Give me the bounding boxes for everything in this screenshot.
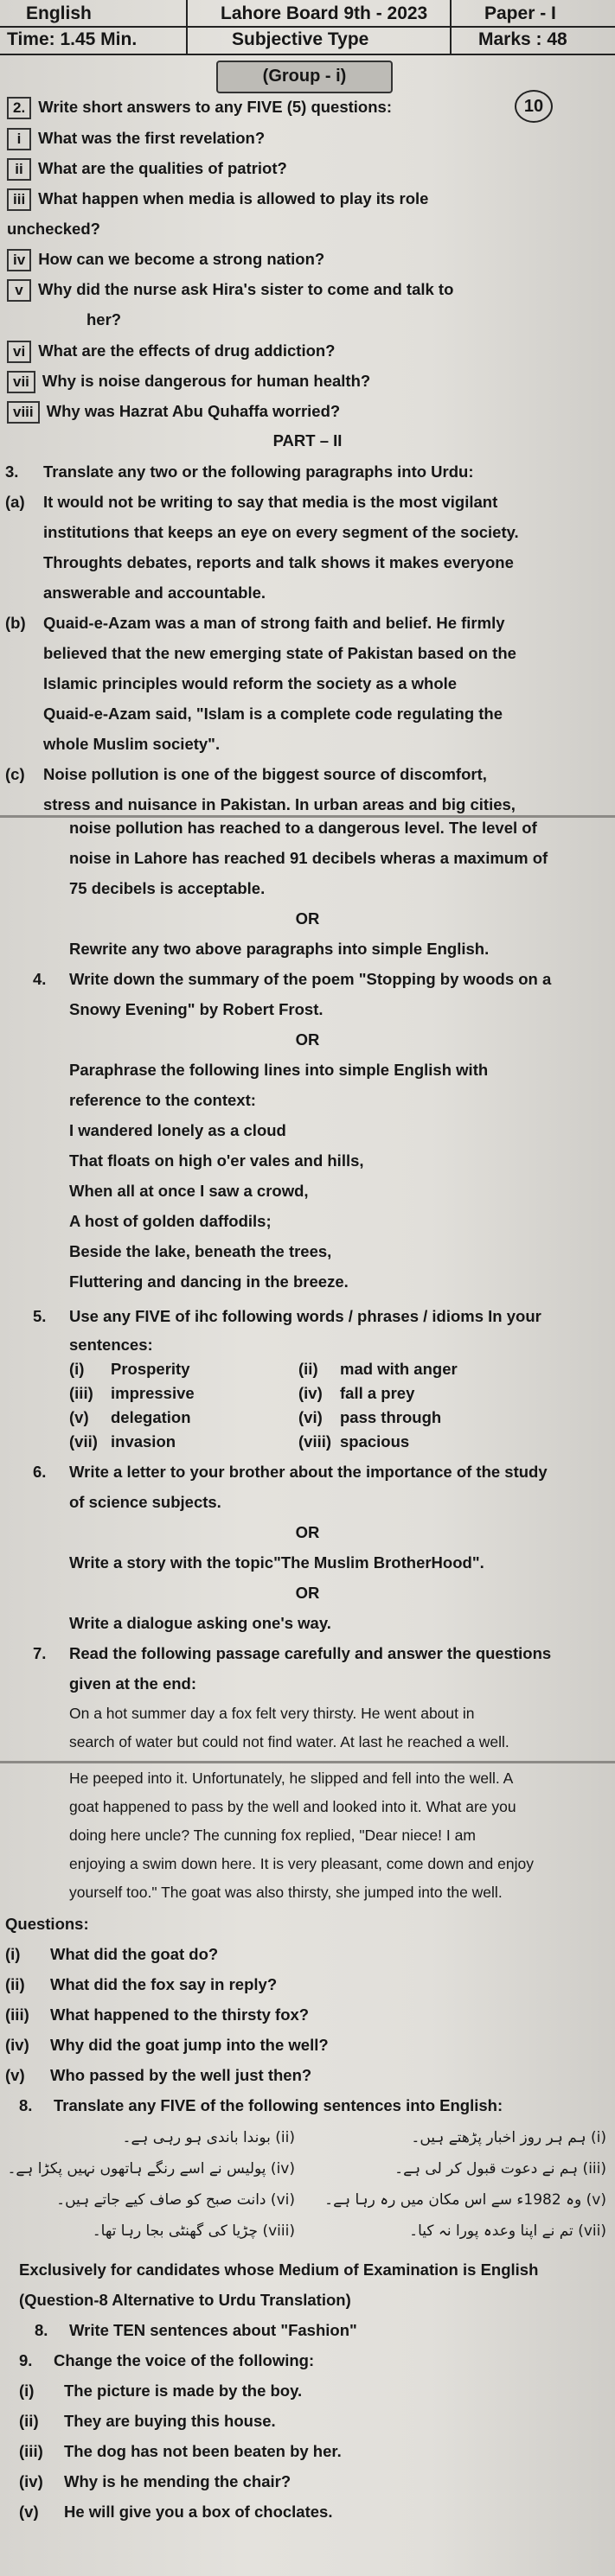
word-number: (iii) <box>69 1384 93 1402</box>
word: fall a prey <box>340 1384 415 1402</box>
question-text: Write a story with the topic"The Muslim BrotherHood". <box>69 1553 484 1572</box>
header-col-rule <box>186 0 188 54</box>
item-number: (iv) <box>5 2036 29 2054</box>
part-heading: PART – II <box>272 431 343 450</box>
question-text: Write short answers to any FIVE (5) questions: <box>38 98 392 116</box>
question-text: Translate any two or the following paragraphs into Urdu: <box>43 462 474 481</box>
short-question: What happen when media is allowed to play its role <box>38 189 429 207</box>
time-label: Time: 1.45 Min. <box>7 29 138 49</box>
paper-header <box>0 0 615 67</box>
paragraph-line: Noise pollution is one of the biggest source of discomfort, <box>43 765 487 783</box>
header-col-rule <box>450 0 452 54</box>
question-number: 8. <box>19 2096 33 2114</box>
question-text: Write a dialogue asking one's way. <box>69 1614 331 1632</box>
short-question: What was the first revelation? <box>38 129 266 147</box>
question-number: 2. <box>7 97 31 119</box>
poem-line: When all at once I saw a crowd, <box>69 1182 309 1200</box>
word-number: (iv) <box>298 1384 323 1402</box>
short-question-cont: her? <box>86 310 122 328</box>
paragraph-line: Islamic principles would reform the society as a whole <box>43 674 458 692</box>
paragraph-line: Throughts debates, reports and talk shows it makes everyone <box>43 553 514 571</box>
passage-line: doing here uncle? The cunning fox replied, "Dear niece! I am <box>69 1827 476 1844</box>
question-text: Snowy Evening" by Robert Frost. <box>69 1000 324 1018</box>
paragraph-label: (b) <box>5 614 26 632</box>
comprehension-question: Why did the goat jump into the well? <box>50 2036 329 2054</box>
urdu-sentence: (ii) بوندا باندی ہو رہی ہے۔ <box>122 2129 295 2146</box>
item-number: (iv) <box>19 2472 43 2490</box>
paragraph-label: (a) <box>5 493 25 511</box>
question-text: reference to the context: <box>69 1091 256 1109</box>
word: Prosperity <box>111 1360 190 1378</box>
paragraph-line: 75 decibels is acceptable. <box>69 879 266 897</box>
paragraph-line: answerable and accountable. <box>43 583 266 602</box>
paragraph-line: Quaid-e-Azam was a man of strong faith and belief. He firmly <box>43 614 505 632</box>
question-text: Use any FIVE of ihc following words / phrases / idioms In your <box>69 1307 541 1325</box>
poem-line: A host of golden daffodils; <box>69 1212 272 1230</box>
paragraph-line: Quaid-e-Azam said, "Islam is a complete code regulating the <box>43 705 503 723</box>
urdu-sentence: (iv) پولیس نے اسے رنگے ہاتھوں نہیں پکڑا ہے۔ <box>7 2160 295 2177</box>
urdu-sentence: (iii) ہم نے دعوت قبول کر لی ہے۔ <box>394 2160 606 2177</box>
short-question: Why is noise dangerous for human health? <box>42 372 371 390</box>
word: spacious <box>340 1432 410 1451</box>
urdu-sentence: (vi) دانت صبح کو صاف کیے جاتے ہیں۔ <box>56 2191 295 2209</box>
board-label: Lahore Board 9th - 2023 <box>221 3 428 23</box>
item-number: (ii) <box>5 1975 25 1993</box>
voice-sentence: The picture is made by the boy. <box>64 2382 303 2400</box>
short-question: How can we become a strong nation? <box>38 250 325 268</box>
marks-label: Marks : 48 <box>478 29 567 49</box>
paragraph-line: whole Muslim society". <box>43 735 221 753</box>
paragraph-line: noise in Lahore has reached 91 decibels wheras a maximum of <box>69 849 548 867</box>
marks-badge: 10 <box>515 90 553 123</box>
item-number: ii <box>7 158 31 181</box>
voice-sentence: Why is he mending the chair? <box>64 2472 291 2490</box>
item-number: iii <box>7 188 31 211</box>
urdu-sentence: (viii) چڑیا کی گھنٹی بجا رہا تھا۔ <box>92 2222 295 2240</box>
passage-line: enjoying a swim down here. It is very pleasant, come down and enjoy <box>69 1855 534 1872</box>
paragraph-label: (c) <box>5 765 25 783</box>
paper-label: Paper - I <box>484 3 556 23</box>
question-text: Translate any FIVE of the following sentences into English: <box>54 2096 503 2114</box>
item-number: viii <box>7 401 40 424</box>
urdu-sentence: (i) ہم ہر روز اخبار پڑھتے ہیں۔ <box>411 2129 606 2146</box>
word-number: (ii) <box>298 1360 318 1378</box>
or-divider: OR <box>295 1523 320 1541</box>
short-question: What are the qualities of patriot? <box>38 159 287 177</box>
item-number: iv <box>7 249 31 271</box>
group-title: (Group - i) <box>216 61 393 93</box>
word: impressive <box>111 1384 195 1402</box>
paragraph-line: It would not be writing to say that media is the most vigilant <box>43 493 498 511</box>
question-number: 4. <box>33 970 47 988</box>
voice-sentence: The dog has not been beaten by her. <box>64 2442 342 2460</box>
item-number: (ii) <box>19 2412 39 2430</box>
word: mad with anger <box>340 1360 458 1378</box>
item-number: (i) <box>19 2382 35 2400</box>
question-text: sentences: <box>69 1336 153 1354</box>
question-text: Write down the summary of the poem "Stopping by woods on a <box>69 970 552 988</box>
paragraph-line: institutions that keeps an eye on every segment of the society. <box>43 523 519 541</box>
header-bottom-rule <box>0 54 615 55</box>
word: pass through <box>340 1408 442 1426</box>
word-number: (i) <box>69 1360 85 1378</box>
poem-line: That floats on high o'er vales and hills, <box>69 1151 364 1170</box>
word-number: (viii) <box>298 1432 332 1451</box>
question-number: 9. <box>19 2351 33 2369</box>
question-number: 3. <box>5 462 19 481</box>
word-number: (v) <box>69 1408 89 1426</box>
question-number: 5. <box>33 1307 47 1325</box>
word: delegation <box>111 1408 191 1426</box>
question-number: 8. <box>35 2321 48 2339</box>
passage-line: He peeped into it. Unfortunately, he slipped and fell into the well. A <box>69 1769 514 1787</box>
passage-line: On a hot summer day a fox felt very thirsty. He went about in <box>69 1705 475 1722</box>
passage-line: yourself too." The goat was also thirsty, she jumped into the well. <box>69 1884 503 1901</box>
paragraph-line: believed that the new emerging state of Pakistan based on the <box>43 644 516 662</box>
comprehension-question: What happened to the thirsty fox? <box>50 2005 310 2024</box>
question-number: 6. <box>33 1463 47 1481</box>
item-number: (i) <box>5 1945 21 1963</box>
item-number: (v) <box>19 2503 39 2521</box>
or-divider: OR <box>295 1584 320 1602</box>
comprehension-question: Who passed by the well just then? <box>50 2066 312 2084</box>
voice-sentence: He will give you a box of choclates. <box>64 2503 333 2521</box>
instruction-line: Rewrite any two above paragraphs into simple English. <box>69 940 490 958</box>
alternative-note: (Question-8 Alternative to Urdu Translation) <box>19 2291 351 2309</box>
item-number: (v) <box>5 2066 25 2084</box>
item-number: (iii) <box>19 2442 43 2460</box>
type-label: Subjective Type <box>232 29 369 49</box>
question-text: of science subjects. <box>69 1493 221 1511</box>
short-question: Why did the nurse ask Hira's sister to come and talk to <box>38 280 454 298</box>
question-text: Change the voice of the following: <box>54 2351 315 2369</box>
word: invasion <box>111 1432 176 1451</box>
short-question: Why was Hazrat Abu Quhaffa worried? <box>46 402 341 420</box>
urdu-sentence: (v) وہ 1982ء سے اس مکان میں رہ رہا ہے۔ <box>324 2191 606 2209</box>
header-divider <box>0 26 615 28</box>
exclusive-note: Exclusively for candidates whose Medium of Examination is English <box>19 2260 539 2279</box>
short-question-cont: unchecked? <box>7 220 100 238</box>
passage-line: goat happened to pass by the well and looked into it. What are you <box>69 1798 516 1815</box>
item-number: vi <box>7 341 31 363</box>
item-number: vii <box>7 371 35 393</box>
paragraph-line: stress and nuisance in Pakistan. In urban areas and big cities, <box>43 795 516 813</box>
subject-label: English <box>26 3 92 23</box>
questions-heading: Questions: <box>5 1915 89 1933</box>
short-question: What are the effects of drug addiction? <box>38 341 336 360</box>
comprehension-question: What did the goat do? <box>50 1945 219 1963</box>
or-divider: OR <box>295 1030 320 1049</box>
poem-line: Beside the lake, beneath the trees, <box>69 1242 332 1260</box>
question-text: Write TEN sentences about "Fashion" <box>69 2321 357 2339</box>
question-text: Read the following passage carefully and answer the questions <box>69 1644 552 1662</box>
poem-line: Fluttering and dancing in the breeze. <box>69 1272 349 1291</box>
question-text: Paraphrase the following lines into simple English with <box>69 1061 489 1079</box>
word-number: (vii) <box>69 1432 98 1451</box>
urdu-sentence: (vii) تم نے اپنا وعدہ پورا نہ کیا۔ <box>409 2222 606 2240</box>
passage-line: search of water but could not find water. At last he reached a well. <box>69 1733 509 1750</box>
question-text: given at the end: <box>69 1674 196 1693</box>
item-number: (iii) <box>5 2005 29 2024</box>
or-divider: OR <box>295 909 320 928</box>
paragraph-line: noise pollution has reached to a dangerous level. The level of <box>69 819 537 837</box>
poem-line: I wandered lonely as a cloud <box>69 1121 286 1139</box>
item-number: i <box>7 128 31 150</box>
voice-sentence: They are buying this house. <box>64 2412 276 2430</box>
item-number: v <box>7 279 31 302</box>
word-number: (vi) <box>298 1408 323 1426</box>
comprehension-question: What did the fox say in reply? <box>50 1975 278 1993</box>
question-text: Write a letter to your brother about the importance of the study <box>69 1463 548 1481</box>
question-number: 7. <box>33 1644 47 1662</box>
